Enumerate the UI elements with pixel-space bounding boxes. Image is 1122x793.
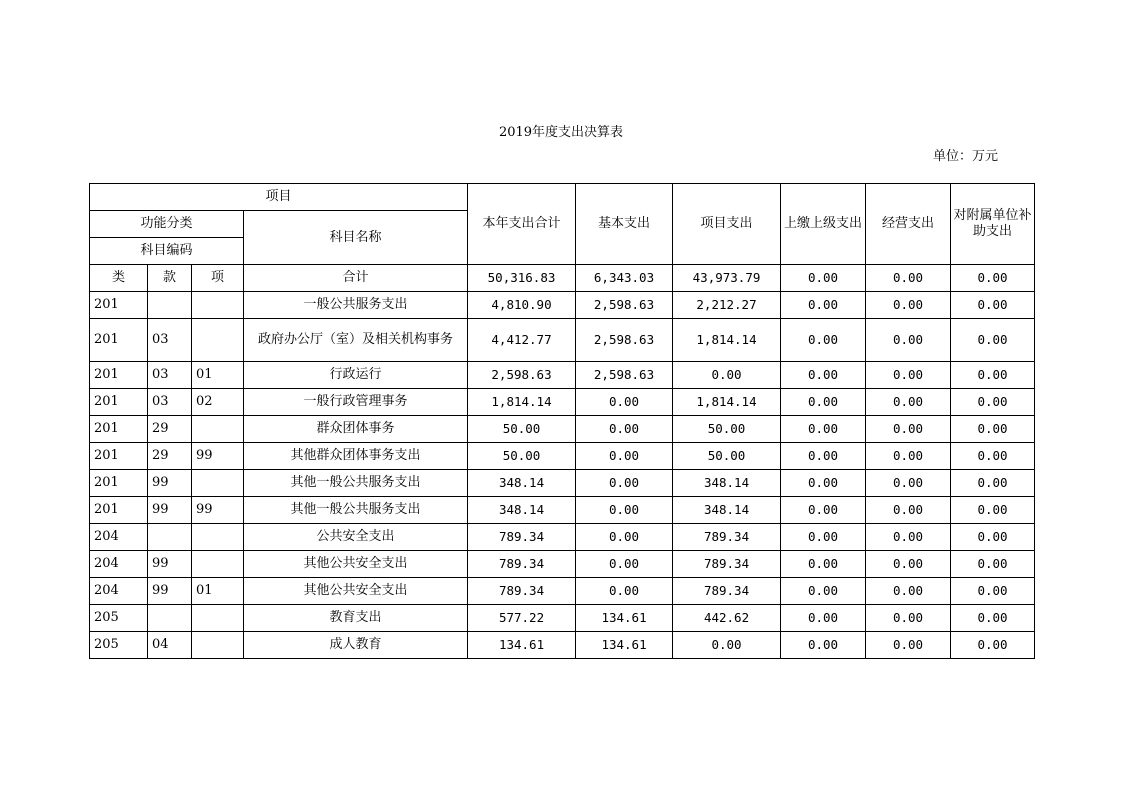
header-subject-code: 科目编码	[90, 238, 244, 265]
table-row	[90, 551, 1035, 578]
cell-lei: 201	[90, 416, 148, 443]
cell-kuan: 03	[148, 319, 192, 362]
table-row	[90, 362, 1035, 389]
cell-operating: 0.00	[866, 578, 951, 605]
header-subject-name: 科目名称	[244, 211, 468, 265]
cell-lei: 201	[90, 470, 148, 497]
cell-total: 134.61	[468, 632, 576, 659]
cell-project: 348.14	[673, 497, 781, 524]
table-row	[90, 416, 1035, 443]
total-upper: 0.00	[781, 265, 866, 292]
cell-subsidy: 0.00	[951, 319, 1035, 362]
cell-subsidy: 0.00	[951, 389, 1035, 416]
cell-xiang	[192, 632, 244, 659]
total-total: 50,316.83	[468, 265, 576, 292]
cell-operating: 0.00	[866, 524, 951, 551]
cell-xiang	[192, 605, 244, 632]
table-row	[90, 319, 1035, 362]
table-row	[90, 292, 1035, 319]
cell-kuan	[148, 524, 192, 551]
header-upper: 上缴上级支出	[781, 184, 866, 265]
total-basic: 6,343.03	[576, 265, 673, 292]
cell-total: 348.14	[468, 470, 576, 497]
cell-basic: 0.00	[576, 497, 673, 524]
cell-lei: 204	[90, 578, 148, 605]
cell-total: 2,598.63	[468, 362, 576, 389]
cell-basic: 134.61	[576, 605, 673, 632]
cell-total: 50.00	[468, 443, 576, 470]
cell-operating: 0.00	[866, 389, 951, 416]
cell-basic: 0.00	[576, 443, 673, 470]
cell-upper: 0.00	[781, 551, 866, 578]
cell-subsidy: 0.00	[951, 632, 1035, 659]
cell-upper: 0.00	[781, 362, 866, 389]
cell-subsidy: 0.00	[951, 416, 1035, 443]
total-operating: 0.00	[866, 265, 951, 292]
cell-subsidy: 0.00	[951, 362, 1035, 389]
table-row	[90, 524, 1035, 551]
cell-lei: 201	[90, 292, 148, 319]
cell-subsidy: 0.00	[951, 551, 1035, 578]
cell-name: 其他一般公共服务支出	[244, 497, 468, 524]
cell-total: 1,814.14	[468, 389, 576, 416]
cell-basic: 0.00	[576, 470, 673, 497]
cell-name: 一般行政管理事务	[244, 389, 468, 416]
expenditure-table	[89, 183, 1035, 659]
cell-lei: 204	[90, 551, 148, 578]
cell-project: 0.00	[673, 362, 781, 389]
cell-xiang	[192, 416, 244, 443]
cell-name: 一般公共服务支出	[244, 292, 468, 319]
cell-total: 789.34	[468, 551, 576, 578]
table-row	[90, 497, 1035, 524]
header-xiang: 项	[192, 265, 244, 292]
cell-project: 789.34	[673, 551, 781, 578]
cell-operating: 0.00	[866, 319, 951, 362]
header-lei: 类	[90, 265, 148, 292]
cell-upper: 0.00	[781, 524, 866, 551]
cell-lei: 201	[90, 319, 148, 362]
cell-name: 群众团体事务	[244, 416, 468, 443]
cell-operating: 0.00	[866, 605, 951, 632]
cell-subsidy: 0.00	[951, 443, 1035, 470]
cell-project: 789.34	[673, 524, 781, 551]
cell-xiang: 99	[192, 443, 244, 470]
total-name: 合计	[244, 265, 468, 292]
cell-kuan	[148, 605, 192, 632]
cell-operating: 0.00	[866, 362, 951, 389]
cell-basic: 134.61	[576, 632, 673, 659]
table-row	[90, 470, 1035, 497]
cell-project: 348.14	[673, 470, 781, 497]
cell-lei: 201	[90, 443, 148, 470]
cell-upper: 0.00	[781, 292, 866, 319]
cell-name: 其他群众团体事务支出	[244, 443, 468, 470]
cell-kuan: 03	[148, 362, 192, 389]
cell-project: 1,814.14	[673, 389, 781, 416]
header-project: 项目	[90, 184, 468, 211]
cell-name: 成人教育	[244, 632, 468, 659]
cell-kuan: 99	[148, 578, 192, 605]
cell-xiang	[192, 470, 244, 497]
cell-basic: 0.00	[576, 551, 673, 578]
cell-kuan: 99	[148, 470, 192, 497]
cell-xiang	[192, 524, 244, 551]
cell-basic: 0.00	[576, 524, 673, 551]
cell-lei: 201	[90, 362, 148, 389]
total-subsidy: 0.00	[951, 265, 1035, 292]
cell-total: 789.34	[468, 578, 576, 605]
cell-total: 348.14	[468, 497, 576, 524]
cell-xiang: 01	[192, 362, 244, 389]
header-basic: 基本支出	[576, 184, 673, 265]
cell-project: 0.00	[673, 632, 781, 659]
table-row	[90, 443, 1035, 470]
unit-label: 单位：万元	[933, 149, 999, 164]
cell-basic: 2,598.63	[576, 319, 673, 362]
total-row	[90, 265, 1035, 292]
cell-total: 577.22	[468, 605, 576, 632]
cell-kuan: 29	[148, 443, 192, 470]
cell-upper: 0.00	[781, 416, 866, 443]
cell-xiang	[192, 319, 244, 362]
cell-name: 教育支出	[244, 605, 468, 632]
cell-xiang	[192, 551, 244, 578]
header-func-class: 功能分类	[90, 211, 244, 238]
cell-kuan: 99	[148, 551, 192, 578]
cell-operating: 0.00	[866, 470, 951, 497]
cell-basic: 0.00	[576, 578, 673, 605]
header-subsidy: 对附属单位补助支出	[951, 184, 1035, 265]
cell-operating: 0.00	[866, 551, 951, 578]
cell-lei: 201	[90, 497, 148, 524]
cell-kuan: 04	[148, 632, 192, 659]
cell-kuan: 99	[148, 497, 192, 524]
cell-subsidy: 0.00	[951, 524, 1035, 551]
cell-subsidy: 0.00	[951, 578, 1035, 605]
cell-name: 其他一般公共服务支出	[244, 470, 468, 497]
cell-upper: 0.00	[781, 605, 866, 632]
cell-xiang: 99	[192, 497, 244, 524]
cell-project: 50.00	[673, 443, 781, 470]
cell-basic: 0.00	[576, 416, 673, 443]
cell-total: 4,412.77	[468, 319, 576, 362]
header-total: 本年支出合计	[468, 184, 576, 265]
cell-subsidy: 0.00	[951, 470, 1035, 497]
cell-total: 4,810.90	[468, 292, 576, 319]
cell-name: 公共安全支出	[244, 524, 468, 551]
cell-name: 其他公共安全支出	[244, 551, 468, 578]
cell-project: 2,212.27	[673, 292, 781, 319]
cell-name: 其他公共安全支出	[244, 578, 468, 605]
cell-operating: 0.00	[866, 416, 951, 443]
cell-lei: 204	[90, 524, 148, 551]
cell-operating: 0.00	[866, 497, 951, 524]
cell-project: 789.34	[673, 578, 781, 605]
cell-xiang: 02	[192, 389, 244, 416]
cell-upper: 0.00	[781, 497, 866, 524]
cell-lei: 205	[90, 632, 148, 659]
cell-operating: 0.00	[866, 292, 951, 319]
cell-operating: 0.00	[866, 632, 951, 659]
cell-subsidy: 0.00	[951, 605, 1035, 632]
cell-basic: 0.00	[576, 389, 673, 416]
cell-basic: 2,598.63	[576, 292, 673, 319]
header-operating: 经营支出	[866, 184, 951, 265]
cell-kuan: 03	[148, 389, 192, 416]
header-row	[90, 184, 1035, 211]
table-row	[90, 578, 1035, 605]
cell-xiang: 01	[192, 578, 244, 605]
cell-kuan: 29	[148, 416, 192, 443]
cell-upper: 0.00	[781, 389, 866, 416]
cell-upper: 0.00	[781, 443, 866, 470]
cell-subsidy: 0.00	[951, 292, 1035, 319]
header-project-exp: 项目支出	[673, 184, 781, 265]
table-row	[90, 605, 1035, 632]
cell-subsidy: 0.00	[951, 497, 1035, 524]
cell-name: 行政运行	[244, 362, 468, 389]
cell-kuan	[148, 292, 192, 319]
cell-upper: 0.00	[781, 578, 866, 605]
cell-upper: 0.00	[781, 632, 866, 659]
header-kuan: 款	[148, 265, 192, 292]
cell-project: 442.62	[673, 605, 781, 632]
cell-xiang	[192, 292, 244, 319]
cell-name: 政府办公厅（室）及相关机构事务	[244, 319, 468, 362]
cell-total: 50.00	[468, 416, 576, 443]
page-title: 2019年度支出决算表	[498, 125, 624, 140]
total-project: 43,973.79	[673, 265, 781, 292]
cell-upper: 0.00	[781, 470, 866, 497]
cell-project: 50.00	[673, 416, 781, 443]
table-row	[90, 389, 1035, 416]
cell-project: 1,814.14	[673, 319, 781, 362]
cell-basic: 2,598.63	[576, 362, 673, 389]
cell-lei: 205	[90, 605, 148, 632]
cell-total: 789.34	[468, 524, 576, 551]
cell-lei: 201	[90, 389, 148, 416]
cell-operating: 0.00	[866, 443, 951, 470]
cell-upper: 0.00	[781, 319, 866, 362]
table-row	[90, 632, 1035, 659]
